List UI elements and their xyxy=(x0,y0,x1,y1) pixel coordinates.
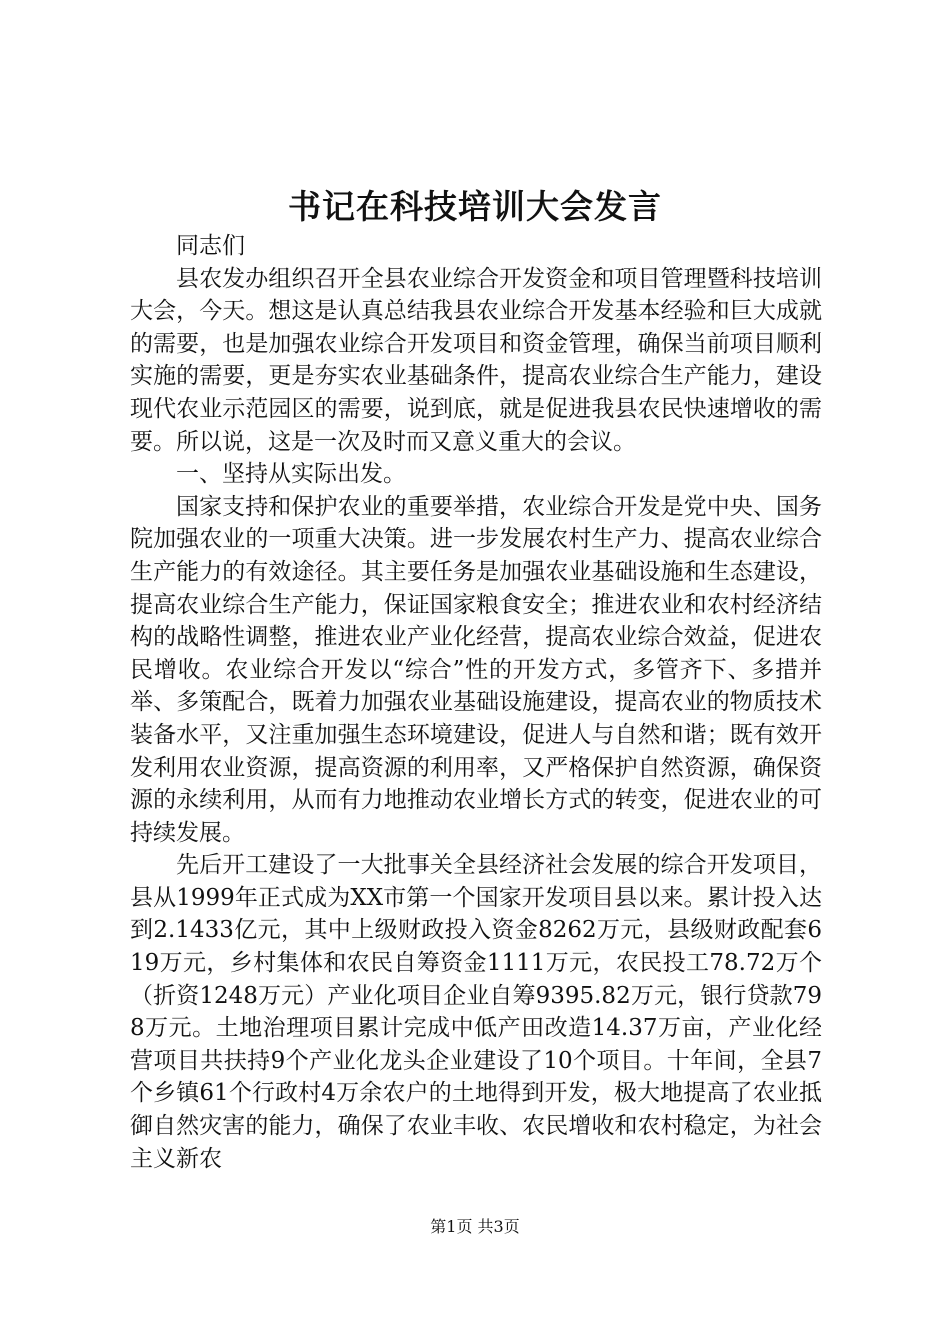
section-heading: 一、坚持从实际出发。 xyxy=(176,461,406,488)
paragraph-intro: 县农发办组织召开全县农业综合开发资金和项目管理暨科技培训大会，今天。想这是认真总结我县农业综合开发基本经验和巨大成就的需要，也是加强农业综合开发项目和资金管理，确保当前项目顺利实施的需要，更是夯实农业基础条件，提高农业综合生产能力，建设现代农业示范园区的需要，说到底，就是促进我县农民快速增收的需要。所以说，这是一次及时而又意义重大的会议。 xyxy=(130,265,822,455)
document-body xyxy=(130,230,822,1175)
document-title: 书记在科技培训大会发言 xyxy=(288,187,662,226)
paragraph-achievements: 先后开工建设了一大批事关全县经济社会发展的综合开发项目，县从1999年正式成为XX市第一个国家开发项目县以来。累计投入达到2.1433亿元，其中上级财政投入资金8262万元，县级财政配套619万元，乡村集体和农民自筹资金1111万元，农民投工78.72万个（折资1248万元）产业化项目企业自筹9395.82万元，银行贷款798万元。土地治理项目累计完成中低产田改造14.37万亩，产业化经营项目共扶持9个产业化龙头企业建设了10个项目。十年间，全县7个乡镇61个行政村4万余农户的土地得到开发，极大地提高了农业抵御自然灾害的能力，确保了农业丰收、农民增收和农村稳定，为社会主义新农 xyxy=(130,852,822,1172)
paragraph-policy: 国家支持和保护农业的重要举措，农业综合开发是党中央、国务院加强农业的一项重大决策。进一步发展农村生产力、提高农业综合生产能力的有效途径。其主要任务是加强农业基础设施和生态建设，提高农业综合生产能力，保证国家粮食安全；推进农业和农村经济结构的战略性调整，推进农业产业化经营，提高农业综合效益，促进农民增收。农业综合开发以“综合”性的开发方式，多管齐下、多措并举、多策配合，既着力加强农业基础设施建设，提高农业的物质技术装备水平，又注重加强生态环境建设，促进人与自然和谐；既有效开发利用农业资源，提高资源的利用率，又严格保护自然资源，确保资源的永续利用，从而有力地推动农业增长方式的转变，促进农业的可持续发展。 xyxy=(130,493,822,846)
page-number-footer: 第1页 共3页 xyxy=(430,1217,520,1236)
paragraph-salutation: 同志们 xyxy=(176,233,245,259)
